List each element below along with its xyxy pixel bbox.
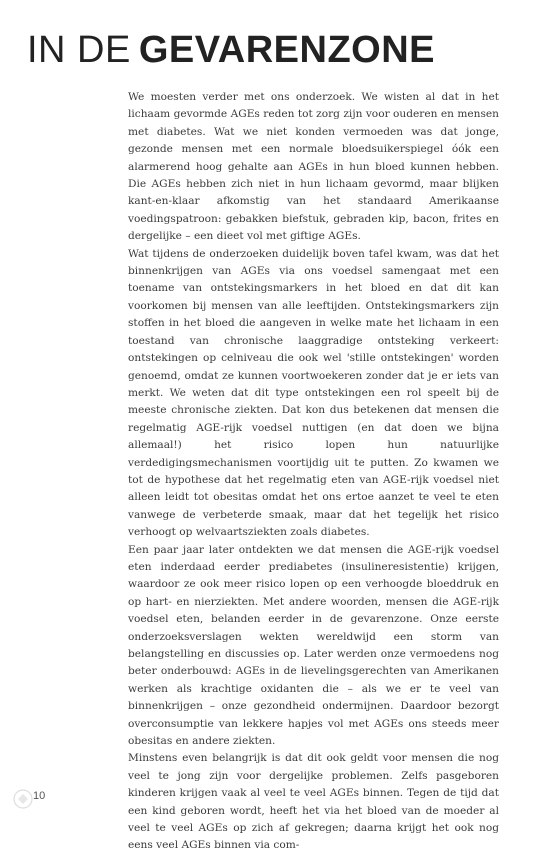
paragraph: Een paar jaar later ontdekten we dat mensen die AGE-rijk voedsel eten inderdaad eerder prediabetes (insulineresistentie) krijgen, waardoor ze ook meer risico lopen op een verhoogde bloeddruk en op hart- en nierziekten. Met andere woorden, mensen die AGE-rijk voedsel eten, belanden eerder in de gevarenzone. Onze eerste onderzoeksverslagen wekten wereldwijd een storm van belangstelling en discussies op. Later werden onze vermoedens nog beter onderbouwd: AGEs in de lievelingsgerechten van Amerikanen werken als krachtige oxidanten die – als we er te veel van binnenkrijgen – onze gezondheid ondermijnen. Daardoor bezorgt overconsumptie van lekkere hapjes vol met AGEs ons steeds meer obesitas en andere ziekten. bbox=[128, 543, 499, 748]
paragraph: Wat tijdens de onderzoeken duidelijk boven tafel kwam, was dat het binnenkrijgen van AGEs via ons voedsel samengaat met een toename van ontstekingsmarkers in het bloed en dat dit kan voorkomen bij mensen van alle leeftijden. Ontstekingsmarkers zijn stoffen in het bloed die aangeven in welke mate het lichaam in een toestand van chronische laaggradige ontsteking verkeert: ontstekingen op celniveau die ook wel 'stille ontstekingen' worden genoemd, omdat ze kunnen voortwoekeren zonder dat je er iets van merkt. We weten dat dit type ontstekingen een rol speelt bij de meeste chronische ziekten. Dat kon dus betekenen dat mensen die regelmatig AGE-rijk voedsel nuttigen (en dat doen we bijna allemaal!) het risico lopen hun natuurlijke verdedigingsmechanismen voortijdig uit te putten. Zo kwamen we tot de hypothese dat het regelmatig eten van AGE-rijk voedsel niet alleen leidt tot obesitas omdat het ons ertoe aanzet te veel te eten vanwege de verbeterde smaak, maar dat het tegelijk het risico verhoogt op welvaartsziekten zoals diabetes. bbox=[128, 247, 499, 539]
chapter-title-light: IN DE bbox=[27, 29, 131, 71]
chapter-title bbox=[27, 28, 435, 72]
paragraph: Minstens even belangrijk is dat dit ook geldt voor mensen die nog veel te jong zijn voor dergelijke problemen. Zelfs pasgeboren kinderen krijgen vaak al veel te veel AGEs binnen. Tegen de tijd dat een kind geboren wordt, heeft het via het bloed van de moeder al veel te veel AGEs op zich af gekregen; daarna krijgt het ook nog eens veel AGEs binnen via com- bbox=[128, 752, 499, 852]
page-number: 10 bbox=[33, 790, 46, 802]
chapter-title-bold: GEVARENZONE bbox=[138, 29, 436, 71]
watermark-logo-icon bbox=[12, 788, 34, 810]
paragraph: We moesten verder met ons onderzoek. We wisten al dat in het lichaam gevormde AGEs reden tot zorg zijn voor ouderen en mensen met diabetes. Wat we niet konden vermoeden was dat jonge, gezonde mensen met een normale bloedsuikerspiegel óók een alarmerend hoog gehalte aan AGEs in hun bloed kunnen hebben. Die AGEs hebben zich niet in hun lichaam gevormd, maar blijken kant-en-klaar afkomstig van het standaard Amerikaanse voedingspatroon: gebakken biefstuk, gebraden kip, bacon, frites en dergelijke – een dieet vol met giftige AGEs. bbox=[128, 91, 499, 243]
body-text bbox=[128, 89, 499, 855]
